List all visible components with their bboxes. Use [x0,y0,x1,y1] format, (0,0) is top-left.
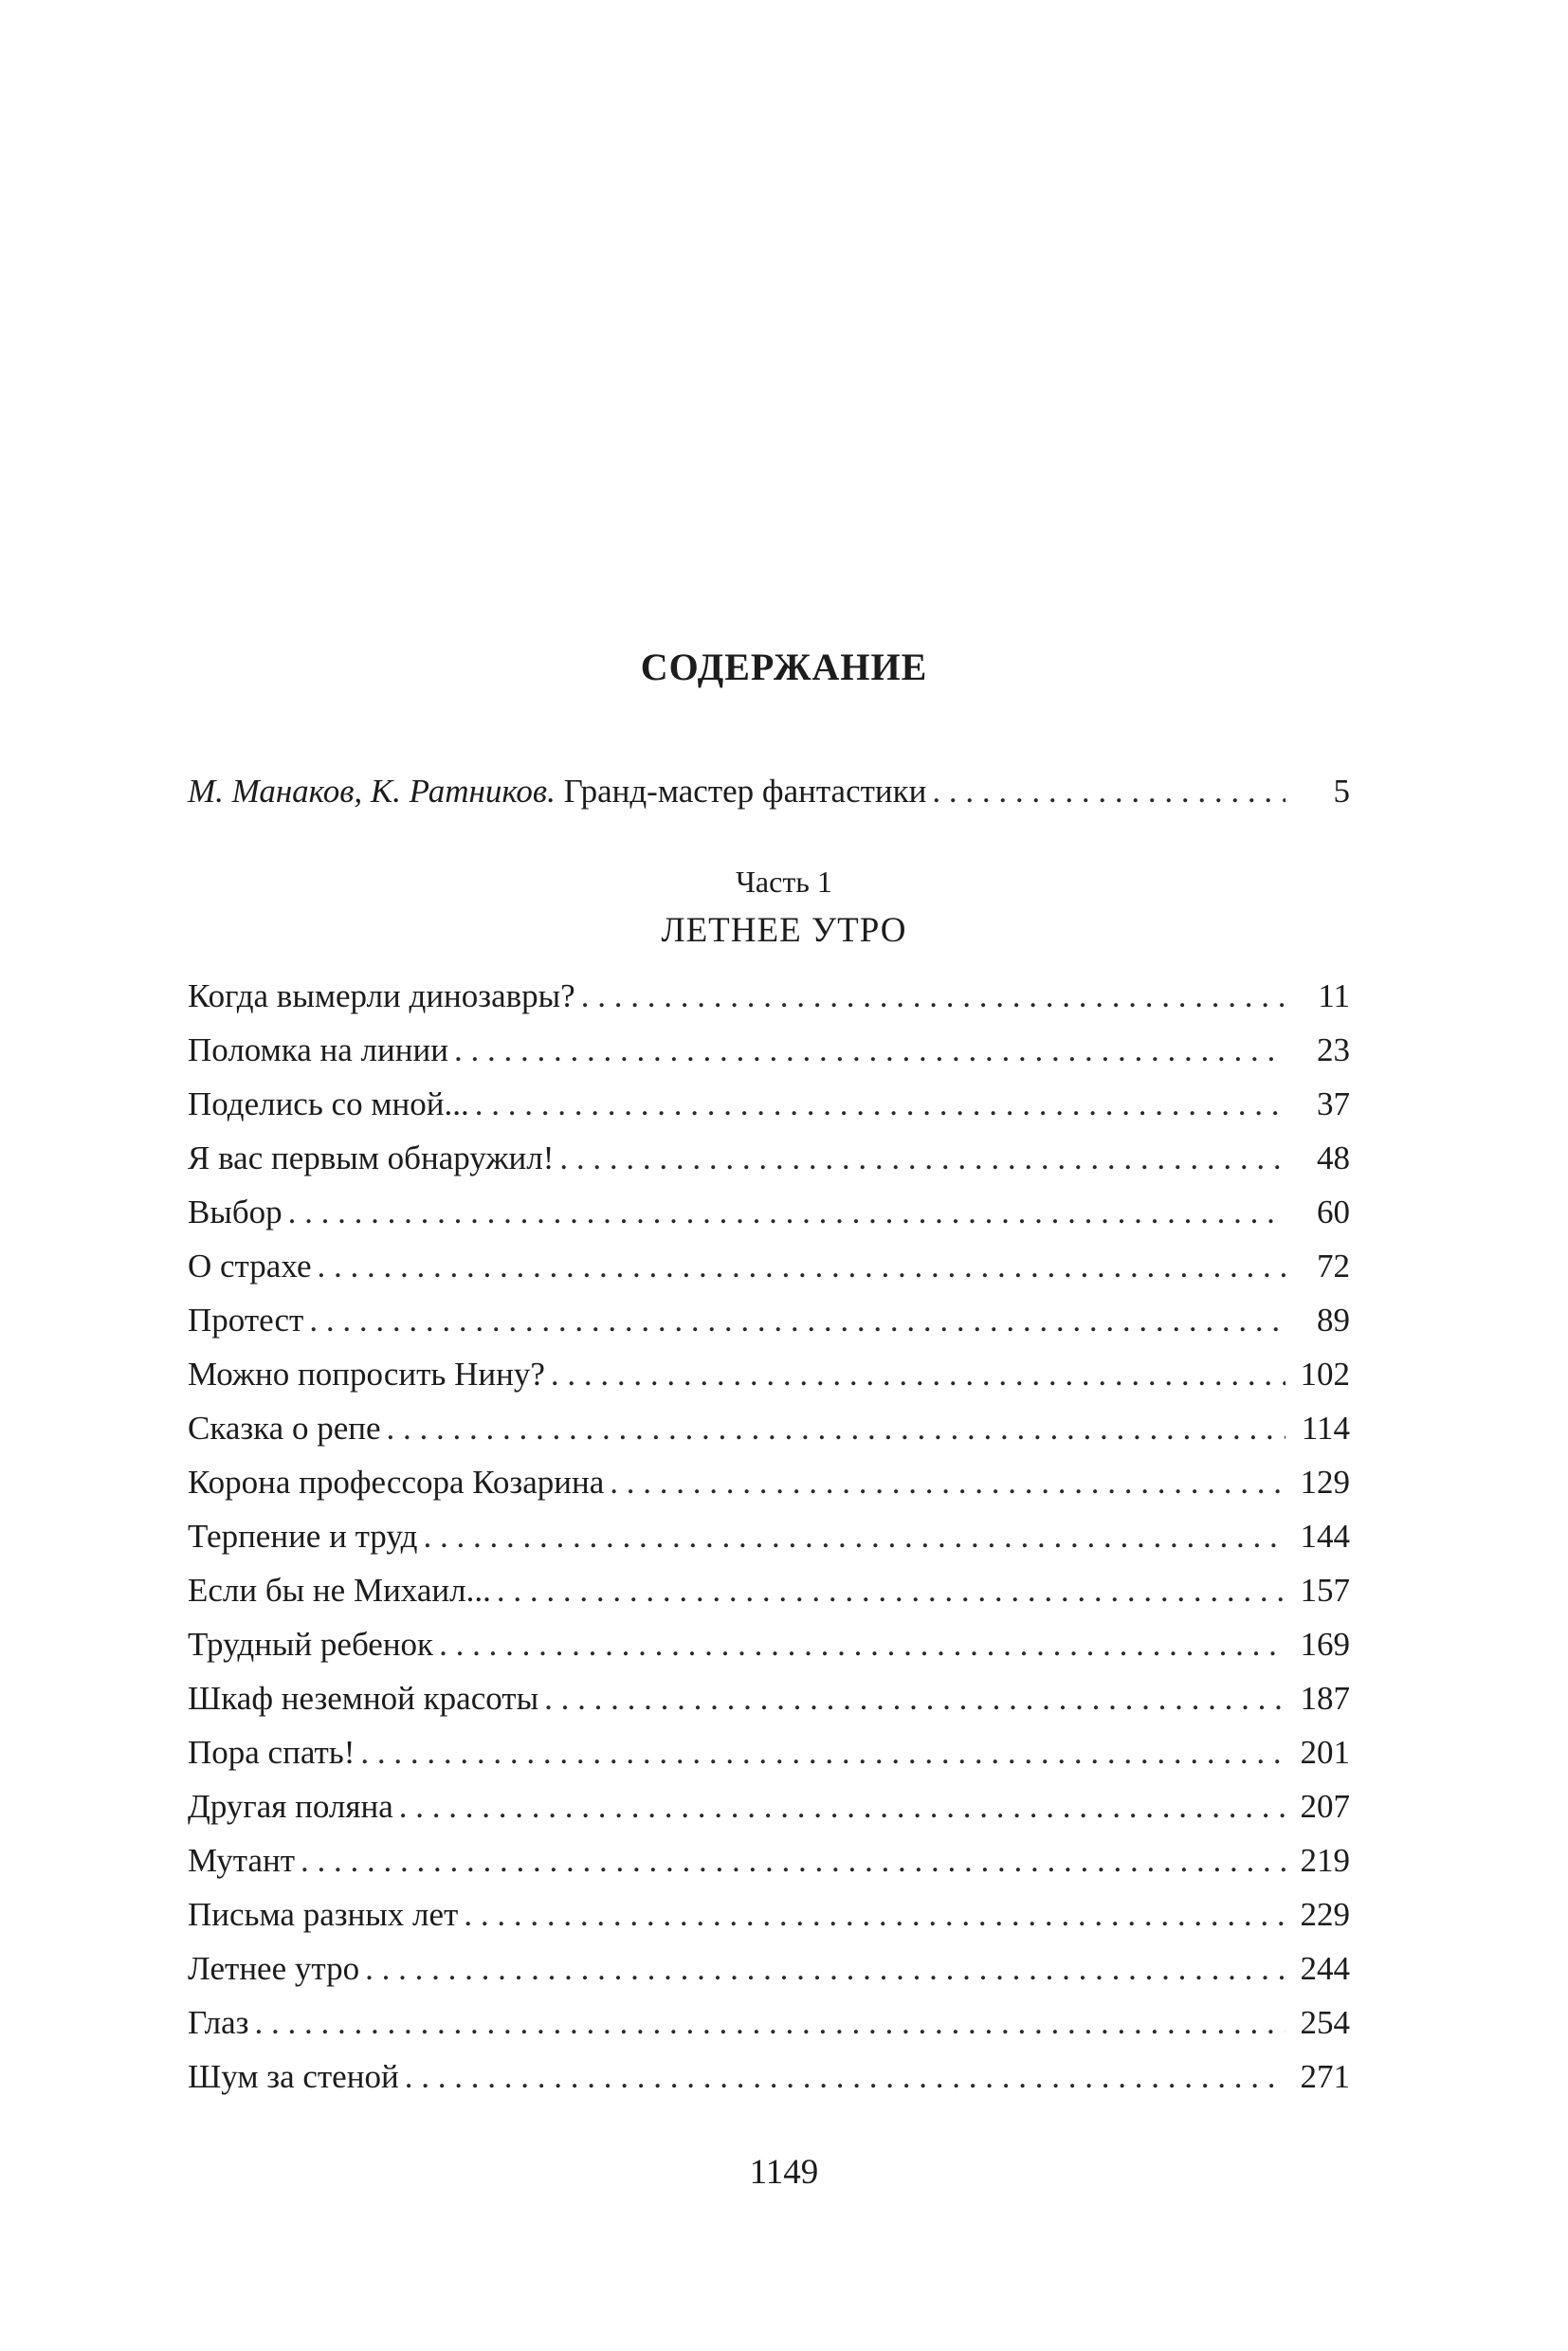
toc-entry [188,1455,1350,1509]
dot-leader [454,1023,1285,1077]
dot-leader [551,1347,1285,1401]
entry-title: Можно попросить Нину? [188,1356,545,1393]
entry-title: Пора спать! [188,1734,356,1771]
intro-title: Гранд-мастер фантастики [563,773,927,810]
toc-entry [188,1671,1350,1725]
entry-page-number: 254 [1300,2004,1350,2041]
entry-title: Сказка о репе [188,1410,381,1447]
entry-title: Трудный ребенок [188,1626,434,1663]
toc-entry [188,1185,1350,1239]
toc-entry [188,1509,1350,1563]
entry-page-number: 129 [1300,1464,1350,1501]
toc-entry [188,969,1350,1023]
toc-list [188,969,1350,2104]
dot-leader [581,969,1285,1023]
part-title: ЛЕТНЕЕ УТРО [661,911,907,950]
entry-title: Когда вымерли динозавры? [188,977,575,1014]
entry-title: Летнее утро [188,1950,360,1987]
entry-title: Письма разных лет [188,1896,459,1933]
dot-leader [399,1779,1285,1833]
dot-leader [360,1725,1285,1779]
entry-page-number: 219 [1300,1842,1350,1879]
entry-page-number: 72 [1317,1248,1350,1285]
toc-entry [188,1077,1350,1131]
toc-entry-intro [188,764,1350,818]
entry-page-number: 207 [1300,1788,1350,1825]
dot-leader [365,1941,1285,1996]
entry-page-number: 89 [1317,1302,1350,1339]
intro-author: М. Манаков, К. Ратников. [188,773,556,810]
dot-leader [475,1077,1285,1131]
dot-leader [464,1887,1285,1941]
entry-title: Поломка на линии [188,1031,448,1068]
entry-title: Другая поляна [188,1788,393,1825]
toc-entry [188,1887,1350,1941]
toc-entry [188,1941,1350,1996]
entry-title: Глаз [188,2004,249,2041]
toc-entry [188,1347,1350,1401]
entry-title: Протест [188,1302,304,1339]
entry-page-number: 244 [1300,1950,1350,1987]
entry-title: Если бы не Михаил... [188,1572,491,1609]
entry-title: Корона профессора Козарина [188,1464,605,1501]
dot-leader [932,764,1285,818]
dot-leader [301,1833,1285,1887]
entry-page-number: 144 [1300,1518,1350,1555]
toc-entry [188,1131,1350,1185]
toc-entry [188,1617,1350,1671]
entry-label [188,764,926,818]
dot-leader [405,2050,1285,2104]
toc-entry [188,1725,1350,1779]
dot-leader [610,1455,1285,1509]
toc-entry [188,1293,1350,1347]
toc-entry [188,1401,1350,1455]
intro-page-number: 5 [1333,773,1350,810]
dot-leader [544,1671,1285,1725]
dot-leader [559,1131,1285,1185]
dot-leader [497,1563,1285,1617]
entry-page-number: 60 [1317,1194,1350,1230]
entry-title: Выбор [188,1194,283,1230]
entry-page-number: 187 [1300,1680,1350,1717]
entry-page-number: 169 [1300,1626,1350,1663]
dot-leader [387,1401,1286,1455]
entry-title: Мутант [188,1842,296,1879]
toc-entry [188,1996,1350,2050]
toc-entry [188,1563,1350,1617]
dot-leader [288,1185,1285,1239]
entry-title: Я вас первым обнаружил! [188,1139,555,1176]
entry-page-number: 11 [1318,977,1350,1014]
dot-leader [254,1996,1285,2050]
entry-title: О страхе [188,1248,312,1285]
entry-page-number: 271 [1300,2058,1350,2095]
dot-leader [423,1509,1285,1563]
toc-entry [188,1239,1350,1293]
intro-entry-block [188,764,1350,818]
entry-page-number: 157 [1300,1572,1350,1609]
entry-page-number: 229 [1300,1896,1350,1933]
entry-page-number: 48 [1317,1139,1350,1176]
dot-leader [317,1239,1285,1293]
page-number: 1149 [749,2153,819,2192]
toc-entry [188,1833,1350,1887]
toc-entry [188,1779,1350,1833]
entry-page-number: 37 [1317,1085,1350,1122]
dot-leader [309,1293,1285,1347]
entry-page-number: 114 [1301,1410,1350,1447]
entry-page-number: 201 [1300,1734,1350,1771]
entry-title: Поделись со мной... [188,1085,469,1122]
toc-heading: СОДЕРЖАНИЕ [640,646,928,688]
entry-title: Терпение и труд [188,1518,418,1555]
entry-page-number: 23 [1317,1031,1350,1068]
toc-entry [188,2050,1350,2104]
dot-leader [439,1617,1285,1671]
entry-title: Шкаф неземной красоты [188,1680,539,1717]
entry-page-number: 102 [1300,1356,1350,1393]
toc-entry [188,1023,1350,1077]
part-label: Часть 1 [736,865,832,899]
entry-title: Шум за стеной [188,2058,399,2095]
